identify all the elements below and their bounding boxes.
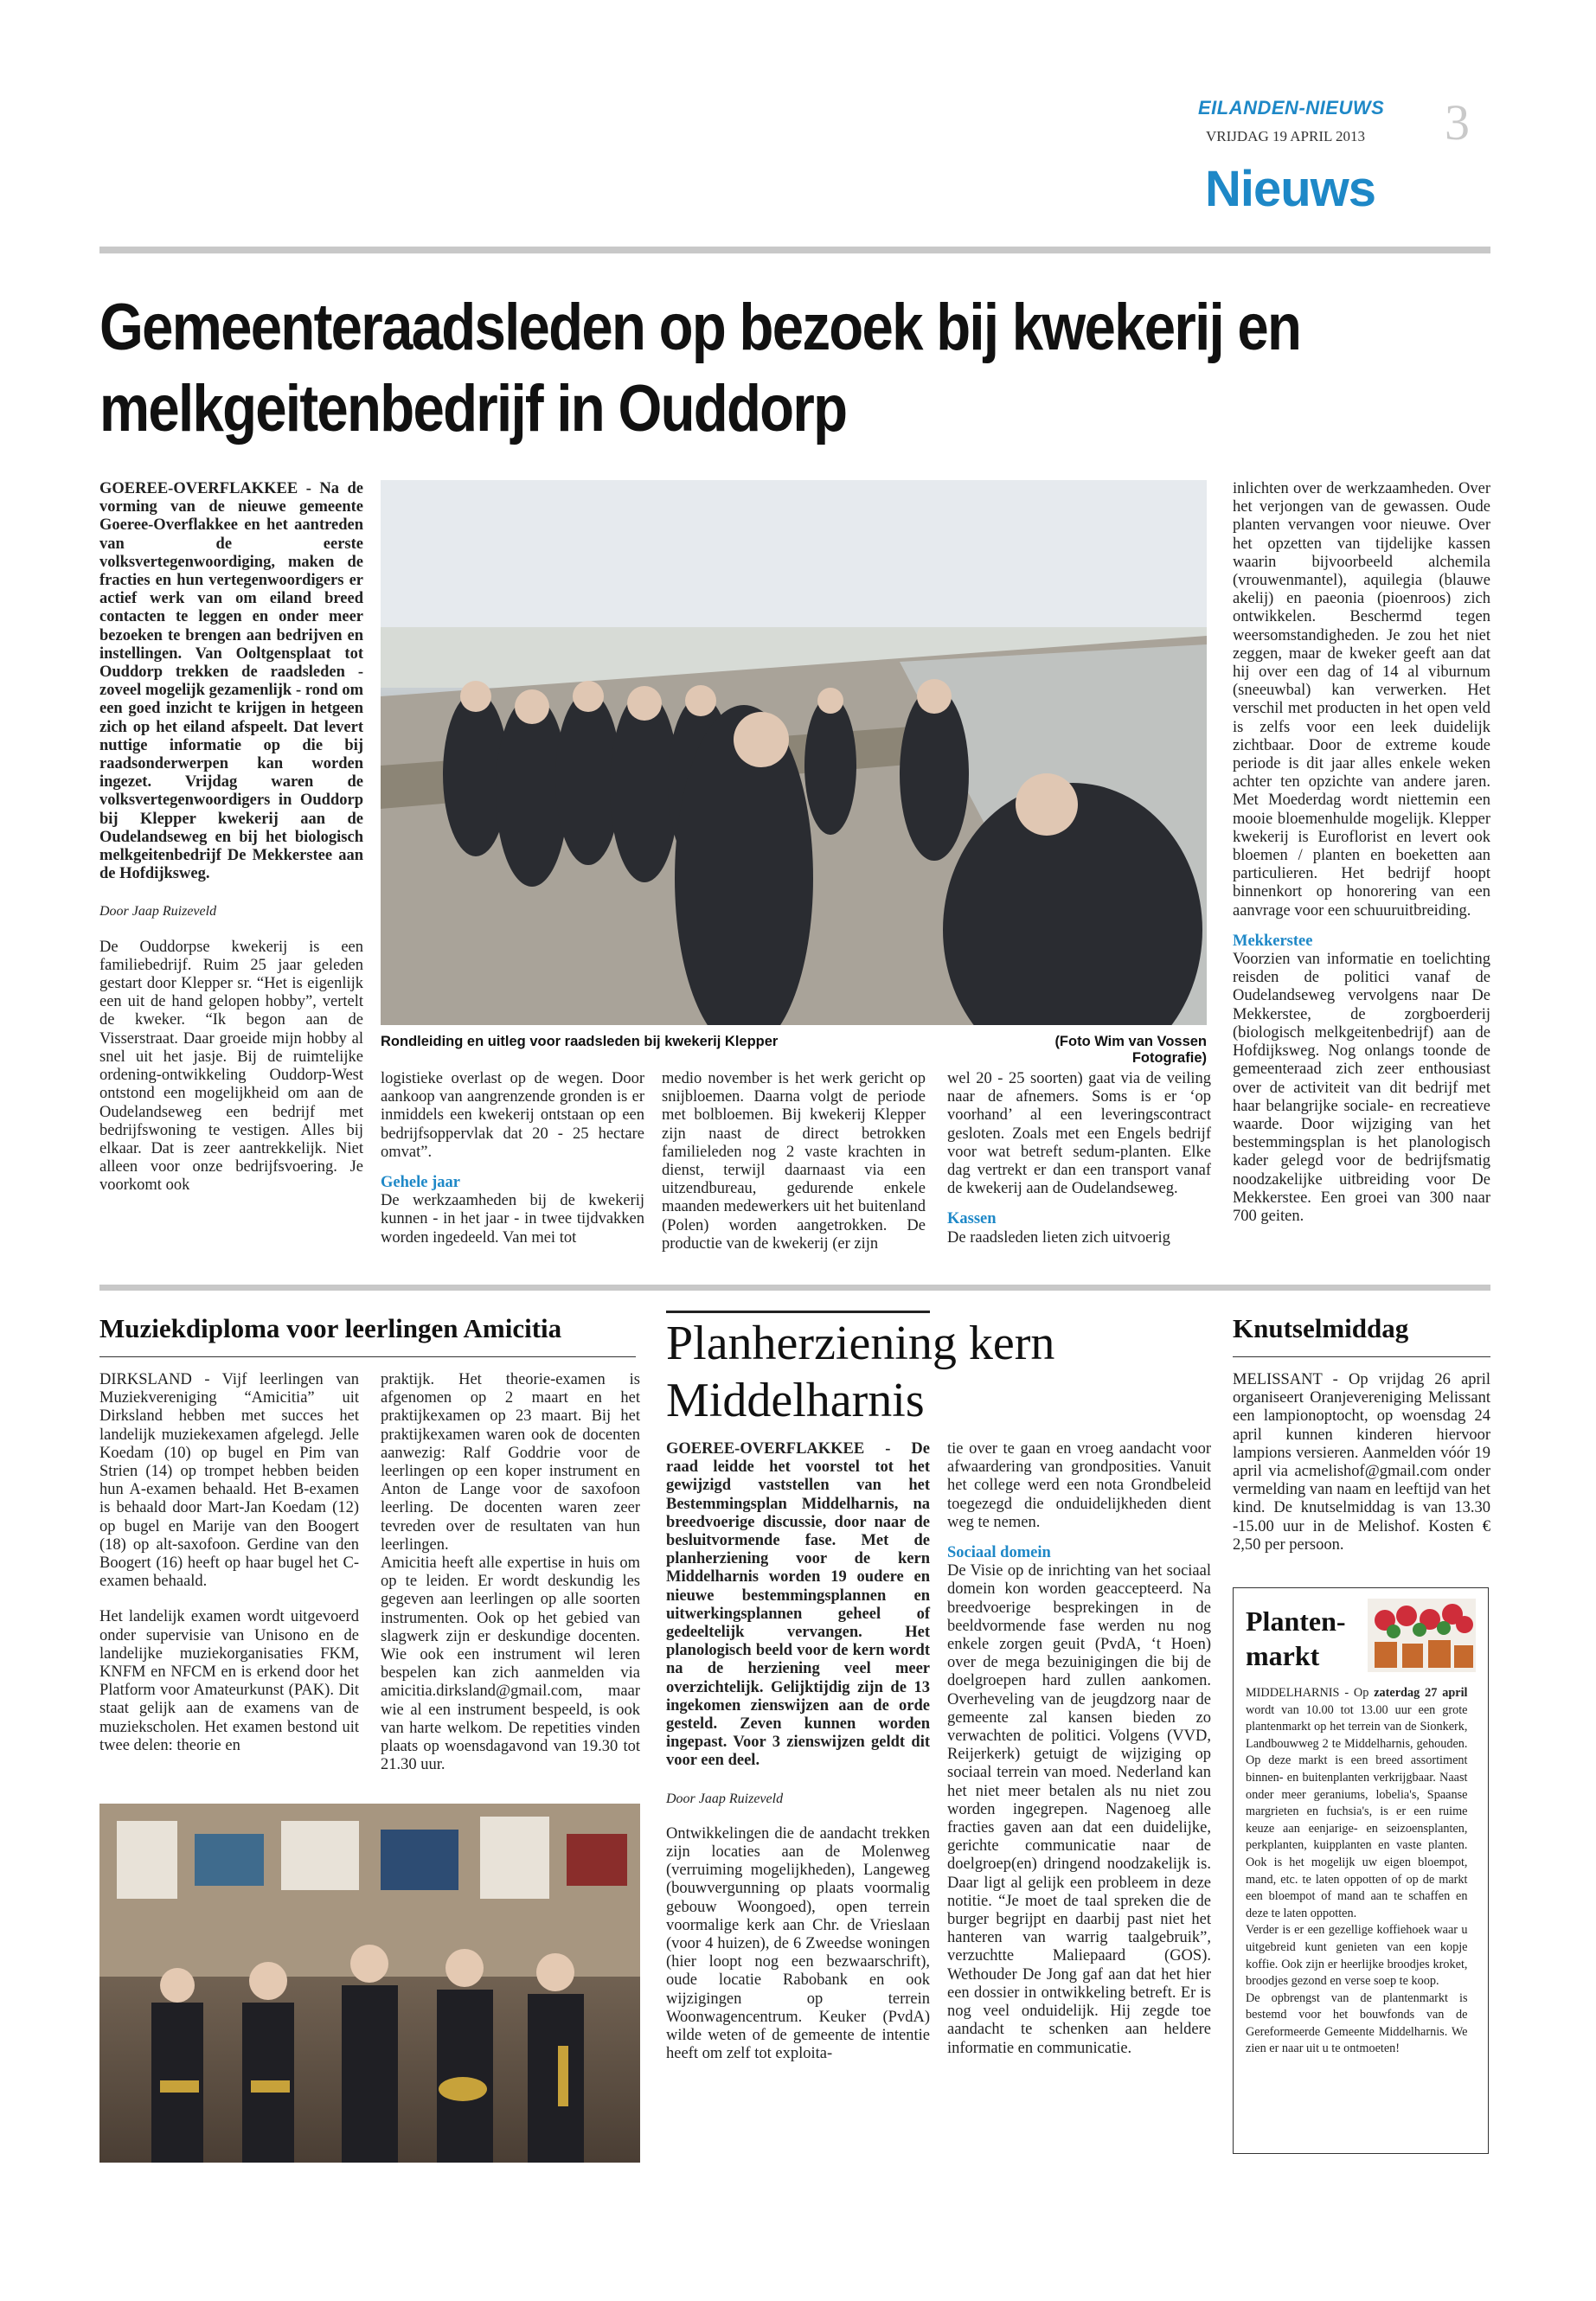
music-column-1 [99, 1371, 359, 1755]
section-title: Nieuws [1205, 161, 1376, 217]
plantenmarkt-intro-rest: wordt van 10.00 tot 13.00 uur een grote plantenmarkt op het terrein van de Sionkerk, Landbouwweg 2 te Middelharnis, gehouden. Op deze markt is een breed assortiment binnen- en buitenplanten verkrijgbaar. Naast onder meer geraniums, lobelia's, Spaanse margrieten en fuchsia's, is er een ruime keuze aan eenjarige- en seizoensplanten, perkplanten, kuipplanten en vaste planten. Ook is het mogelijk uw eigen bloempot, mand, etc. te laten oppotten of op de markt een bloempot of mand aan te schaffen en deze te laten oppotten. [1246, 1702, 1468, 1920]
planning-byline: Door Jaap Ruizeveld [666, 1791, 784, 1806]
planning-lead: GOEREE-OVERFLAKKEE - De raad leidde het voorstel tot het gewijzigd vaststellen van het Bestemmingsplan Middelharnis, na breedvoerige discussie, door naar de besluitvormende fase. Met de planherziening voor de kern Middelharnis worden 19 oudere en nieuwe bestemmingsplannen en uitwerkingsplannen geheel of gedeeltelijk vervangen. Het planologisch beeld voor de kern wordt na de herziening veel meer overzichtelijk. Gelijktijdig zijn de 13 ingekomen zienswijzen aan de orde gesteld. Zeven kunnen worden ingepast. Voor 3 zienswijzen geldt dit voor een deel. [666, 1440, 930, 1770]
main-article-body-2b: De werkzaamheden bij de kwekerij kunnen - in het jaar - in twee tijdvakken worden ingedeeld. Van mei tot [381, 1192, 644, 1247]
lower-divider [99, 1285, 1490, 1291]
subhead-kassen: Kassen [947, 1210, 997, 1228]
main-article-body-5: inlichten over de werkzaamheden. Over het verjongen van de gewassen. Oude planten vervangen voor nieuwe. Over het opzetten van tijdelijke kassen waarin bijvoorbeeld alchemila (vrouwenmantel), aquilegia (blauwe akelij) en paeonia (pioenroos) zich ontwikkelen. Beschermd tegen weersomstandigheden. Je zou het niet zeggen, maar de kweker geeft aan dat hij over een dag of 14 al viburnum (sneeuwbal) kan verwerken. Het verschil met producten in het open veld is zelfs voor een leek duidelijk zichtbaar. Door de extreme koude periode is dit jaar alles enkele weken achter ten opzichte van andere jaren. Met Moederdag wordt niettemin een mooie bloemenhulde mogelijk. Klepper kwekerij is Euroflorist en levert ook bloemen / planten en boeketten aan particulieren. Het bedrijf hoopt binnenkort op honorering van een aanvrage voor een schuuruitbreiding. [1233, 480, 1490, 920]
page-number: 3 [1445, 94, 1470, 151]
main-article-column-1 [99, 480, 363, 1195]
planning-headline-line-1: Planherziening kern [666, 1317, 1055, 1370]
planning-headline-line-2: Middelharnis [666, 1374, 925, 1427]
planning-column-1 [666, 1440, 930, 2064]
music-column-2 [381, 1371, 640, 1774]
plantenmarkt-text [1246, 1685, 1468, 2058]
main-article-body-2: logistieke overlast op de wegen. Door aankoop van aangrenzende gronden is er inmiddels een kwekerij ontstaan op een bedrijfsoppervlak dat 20 - 25 hectare omvat”. [381, 1070, 644, 1161]
knutsel-headline-rule [1233, 1356, 1490, 1357]
planning-headline [666, 1315, 1228, 1429]
plantenmarkt-date: zaterdag 27 april [1374, 1686, 1468, 1700]
issue-date: VRIJDAG 19 APRIL 2013 [1206, 128, 1366, 144]
subhead-mekkerstee: Mekkerstee [1233, 932, 1313, 950]
music-headline: Muziekdiploma voor leerlingen Amicitia [99, 1313, 562, 1343]
main-article-column-2 [381, 1070, 644, 1247]
main-article-body-1: De Ouddorpse kwekerij is een familiebedrijf. Ruim 25 jaar geleden gestart door Klepper sr. “Het is eigenlijk een uit de hand gelopen hobby”, vertelt de kweker. “Ik begon aan de Visserstraat. Daar groeide mijn hobby al snel uit het jasje. Bij de ruimtelijke ordening-ontwikkeling Ouddorp-West ontstond een mogelijkheid om aan de Oudelandseweg een bedrijf met bedrijfswoning te vestigen. Alles bij elkaar. Dat is zeer aantrekkelijk. Niet alleen voor onze bedrijfsvoering. Je voorkomt ook [99, 938, 363, 1195]
music-body-1: DIRKSLAND - Vijf leerlingen van Muziekvereniging “Amicitia” uit Dirksland hebben met succes het landelijk muziekexamen afgelegd. Jelle Koedam (10) op bugel en Pim van Strien (14) op trompet hebben beiden hun A-examen behaald. Het B-examen is behaald door Mart-Jan Koedam (12) op bugel en Marije van den Boogert (18) op alt-saxofoon. Gerdine van den Boogert (16) heeft op haar bugel het C-examen behaald. [99, 1371, 359, 1591]
plantenmarkt-body-3: De opbrengst van de plantenmarkt is bestemd voor het bouwfonds van de Gereformeerde Gemeente Middelharnis. We zien er naar uit u te ontmoeten! [1246, 1990, 1468, 2056]
main-article-byline: Door Jaap Ruizeveld [99, 904, 217, 920]
music-body-2: Het landelijk examen wordt uitgevoerd onder supervisie van Unisono en de landelijke muziekorganisaties FKM, KNFM en NFCM en is erkend door het Platform voor Amateurkunst (PAK). Dit staat gelijk aan de examens van de muziekscholen. Het examen bestond uit twee delen: theorie en [99, 1608, 359, 1754]
plantenmarkt-place: MIDDELHARNIS - Op [1246, 1686, 1375, 1700]
main-article-body-5b: Voorzien van informatie en toelichting reisden de politici vanaf de Oudelandseweg vervolgens naar De Mekkerstee, de zorgboerderij (biologisch melkgeitenbedrijf) aan de Hofdijksweg. Nog onlangs toonde de gemeenteraad zich zeer enthousiast over de activiteit van dit bedrijf met haar belangrijke sociale- en recreatieve waarde. Door wijziging van het bestemmingsplan is het planologisch kader gelegd voor de bedrijfsmatig noodzakelijke uitbreiding voor De Mekkerstee. Een groei van 300 naar 700 geiten. [1233, 951, 1490, 1225]
main-article-body-3: medio november is het werk gericht op snijbloemen. Daarna volgt de periode met bolbloemen. Bij kwekerij Klepper zijn naast de direct betrokken familieleden nog 2 vaste krachten in dienst, terwijl daarnaast via een uitzendbureau, gedurende enkele maanden medewerkers uit het buitenland (Polen) worden aangetrokken. De productie van de kwekerij (er zijn [662, 1070, 926, 1253]
top-divider [99, 247, 1490, 253]
main-article-lead: GOEREE-OVERFLAKKEE - Na de vorming van de nieuwe gemeente Goeree-Overflakkee en het aantreden van de eerste volksvertegenwoordiging, maken de fracties en hun vertegenwoordigers er actief werk van om eiland breed contacten te leggen en onder meer bezoeken te brengen aan bedrijven en instellingen. Van Ooltgensplaat tot Ouddorp trekken de raadsleden - zoveel mogelijk gezamenlijk - rond om een goed inzicht te krijgen in hetgeen zich op het eiland afspeelt. Dat levert nuttige informatie op die bij raadsonderwerpen kan worden ingezet. Vrijdag waren de volksvertegenwoordigers in Ouddorp bij Klepper kwekerij aan de Oudelandseweg en bij het biologisch melkgeitenbedrijf De Mekkerstee aan de Hofdijksweg. [99, 480, 363, 883]
knutsel-column [1233, 1371, 1490, 1554]
music-body-3: praktijk. Het theorie-examen is afgenomen op 2 maart en het praktijkexamen op 23 maart. Bij het praktijkexamen waren ook de docenten aanwezig: Ralf Goddrie voor de leerlingen op een koper instrument en Anton de Lange voor de saxofoon leerling. De docenten waren zeer tevreden over de resultaten van hun leerlingen. [381, 1371, 640, 1554]
paper-name: EILANDEN-NIEUWS [1198, 97, 1385, 119]
music-students-photo [99, 1804, 640, 2163]
photo-caption: Rondleiding en uitleg voor raadsleden bij kwekerij Klepper [381, 1034, 779, 1049]
main-article-column-3 [662, 1070, 926, 1253]
photo-credit: (Foto Wim van Vossen Fotografie) [1054, 1034, 1207, 1066]
music-headline-rule [99, 1356, 636, 1357]
plantenmarkt-body-2: Verder is er een gezellige koffiehoek waar u uitgebreid kunt genieten van een kopje koffie. Ook zijn er heerlijke broodjes kroket, broodjes gezond en verse soep te koop. [1246, 1923, 1468, 1989]
flowerpots-image [1368, 1599, 1476, 1672]
main-headline [99, 287, 1304, 450]
headline-line-2: melkgeitenbedrijf in Ouddorp [99, 372, 847, 445]
flowerpots-illustration [1368, 1599, 1476, 1672]
plantenmarkt-title-line-1: Planten- [1246, 1606, 1346, 1637]
main-article-body-4b: De raadsleden lieten zich uitvoerig [947, 1228, 1170, 1247]
plantenmarkt-title [1246, 1604, 1346, 1673]
students-with-instruments-illustration [99, 1804, 640, 2163]
planning-body-1: Ontwikkelingen die de aandacht trekken zijn locaties aan de Molenweg (verruiming mogelijkheden), Langeweg (bouwvergunning op plaats voormalig gebouw Woongoed), open terrein voormalige kerk aan Chr. de Vrieslaan (voor 4 huizen), de 6 Zweedse woningen (hier loopt nog een bezwaarschrift), oude locatie Rabobank en ook wijzigingen op terrein Woonwagencentrum. Keuker (PvdA) wilde weten of de gemeente de intentie heeft om zelf tot exploita- [666, 1824, 930, 2063]
plantenmarkt-box [1233, 1587, 1489, 2154]
plantenmarkt-intro [1246, 1685, 1468, 1922]
plantenmarkt-title-line-2: markt [1246, 1640, 1320, 1671]
headline-line-1: Gemeenteraadsleden op bezoek bij kwekerij en [99, 291, 1301, 364]
kwekerij-photo [381, 480, 1207, 1025]
main-article-column-4 [947, 1070, 1211, 1247]
knutsel-body: MELISSANT - Op vrijdag 26 april organiseert Oranjevereniging Melissant een lampionoptocht, op woensdag 24 april kunnen kinderen hiervoor lampions versieren. Aanmelden vóór 19 april via acmelishof@gmail.com onder vermelding van naam en leeftijd van het kind. De knutselmiddag is van 13.30 -15.00 uur in de Melishof. Kosten € 2,50 per persoon. [1233, 1371, 1490, 1554]
main-article-column-5 [1233, 480, 1490, 1226]
subhead-gehele-jaar: Gehele jaar [381, 1174, 460, 1192]
subhead-sociaal-domein: Sociaal domein [947, 1544, 1051, 1562]
planning-column-2 [947, 1440, 1211, 2058]
main-article-body-4: wel 20 - 25 soorten) gaat via de veiling naar de afnemers. Soms is er ‘op voorhand’ al een leveringscontract gesloten. Zoals met een Engels bedrijf voor wat betreft sedum-planten. Elke dag vertrekt er dan een transport vanaf de kwekerij aan de Oudelandseweg. [947, 1070, 1211, 1198]
planning-body-2: tie over te gaan en vroeg aandacht voor afwaardering van grondposities. Vanuit het college werd een nota Grondbeleid toegezegd die onduidelijkheden dient weg te nemen. [947, 1440, 1211, 1531]
knutsel-headline: Knutselmiddag [1233, 1313, 1409, 1343]
music-body-4: Amicitia heeft alle expertise in huis om op te leiden. Er wordt deskundig les gegeven aan leerlingen op alle soorten instrumenten. Ook op het gebied van slagwerk zijn er deskundige docenten. Wie ook een instrument wil leren bespelen kan zich aanmelden via amicitia.dirksland@gmail.com, maar wie al een instrument bespeeld, is ook van harte welkom. De repetities vinden plaats op woensdagavond van 19.30 tot 21.30 uur. [381, 1554, 640, 1774]
planning-body-3: De Visie op de inrichting van het sociaal domein kon worden geaccepteerd. Na breedvoerige besprekingen in de beeldvormende fase werden nu nog enkele zorgen geuit (PvdA, ‘t Hoen) over de mega bezuinigingen die bij de doelgroepen hard zullen aankomen. Overheveling van de jeugdzorg naar de gemeente zal kansen bieden zo verwachten de politici. Volgens (VVD, Reijerkerk) getuigt de wijziging op sociaal terrein van moed. Nederland kan het niet meer betalen als nu niet zou worden ingegrepen. Nagenoeg alle fracties gaven aan dat een duidelijke, gerichte communicatie naar de doelgroep(en) dringend noodzakelijk is. Daar ligt al gelijk een probleem in deze notitie. “Je moet de taal spreken die de burger begrijpt en daarbij past niet het hanteren van warrig taalgebruik”, verzuchtte Maliepaard (GOS). Wethouder De Jong gaf aan dat het hier een dossier in ontwikkeling betreft. Er is nog veel onduidelijk. Hij zegde toe aandacht te schenken aan heldere informatie en communicatie. [947, 1562, 1211, 2057]
group-of-council-members-illustration [381, 480, 1207, 1025]
planning-top-rule [666, 1311, 930, 1313]
